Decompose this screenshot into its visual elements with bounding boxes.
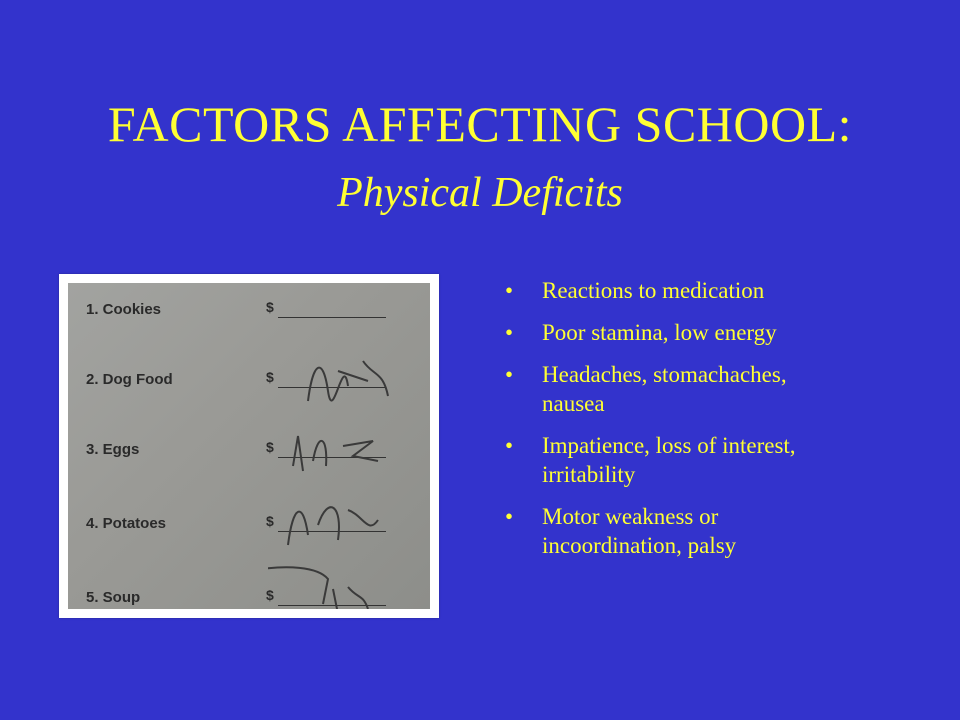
bullet-item [505,360,925,418]
worksheet-item-label: 3. Eggs [86,441,140,458]
bullet-item [505,318,925,347]
bullet-text: Poor stamina, low energy [542,320,777,345]
worksheet-answer-line [278,317,386,318]
worksheet-item-label: 5. Soup [86,589,141,606]
bullet-item [505,276,925,305]
worksheet-dollar-sign: $ [266,587,274,603]
worksheet-item-label: 4. Potatoes [86,515,167,532]
worksheet-dollar-sign: $ [266,299,274,315]
bullet-item [505,502,925,560]
bullet-text: Motor weakness or [542,504,719,529]
worksheet-photo-content [68,283,430,609]
bullet-text-continued: nausea [542,391,605,416]
worksheet-dollar-sign: $ [266,513,274,529]
bullet-text: Impatience, loss of interest, [542,433,796,458]
bullet-text-continued: incoordination, palsy [542,533,737,558]
bullet-list [505,276,925,573]
handwriting-scribble [268,341,408,411]
worksheet-item-label: 2. Dog Food [86,371,173,388]
worksheet-item-label: 1. Cookies [86,301,162,318]
worksheet-dollar-sign: $ [266,369,274,385]
worksheet-photo [59,274,439,618]
slide-subtitle: Physical Deficits [337,170,623,216]
bullet-text: Headaches, stomachaches, [542,362,787,387]
bullet-text: Reactions to medication [542,278,765,303]
bullet-item [505,431,925,489]
handwriting-scribble [268,411,408,481]
handwriting-scribble [268,485,408,555]
slide-title: FACTORS AFFECTING SCHOOL: [107,96,853,152]
handwriting-scribble [268,559,408,609]
worksheet-dollar-sign: $ [266,439,274,455]
worksheet-row [68,589,430,609]
bullet-text-continued: irritability [542,462,636,487]
